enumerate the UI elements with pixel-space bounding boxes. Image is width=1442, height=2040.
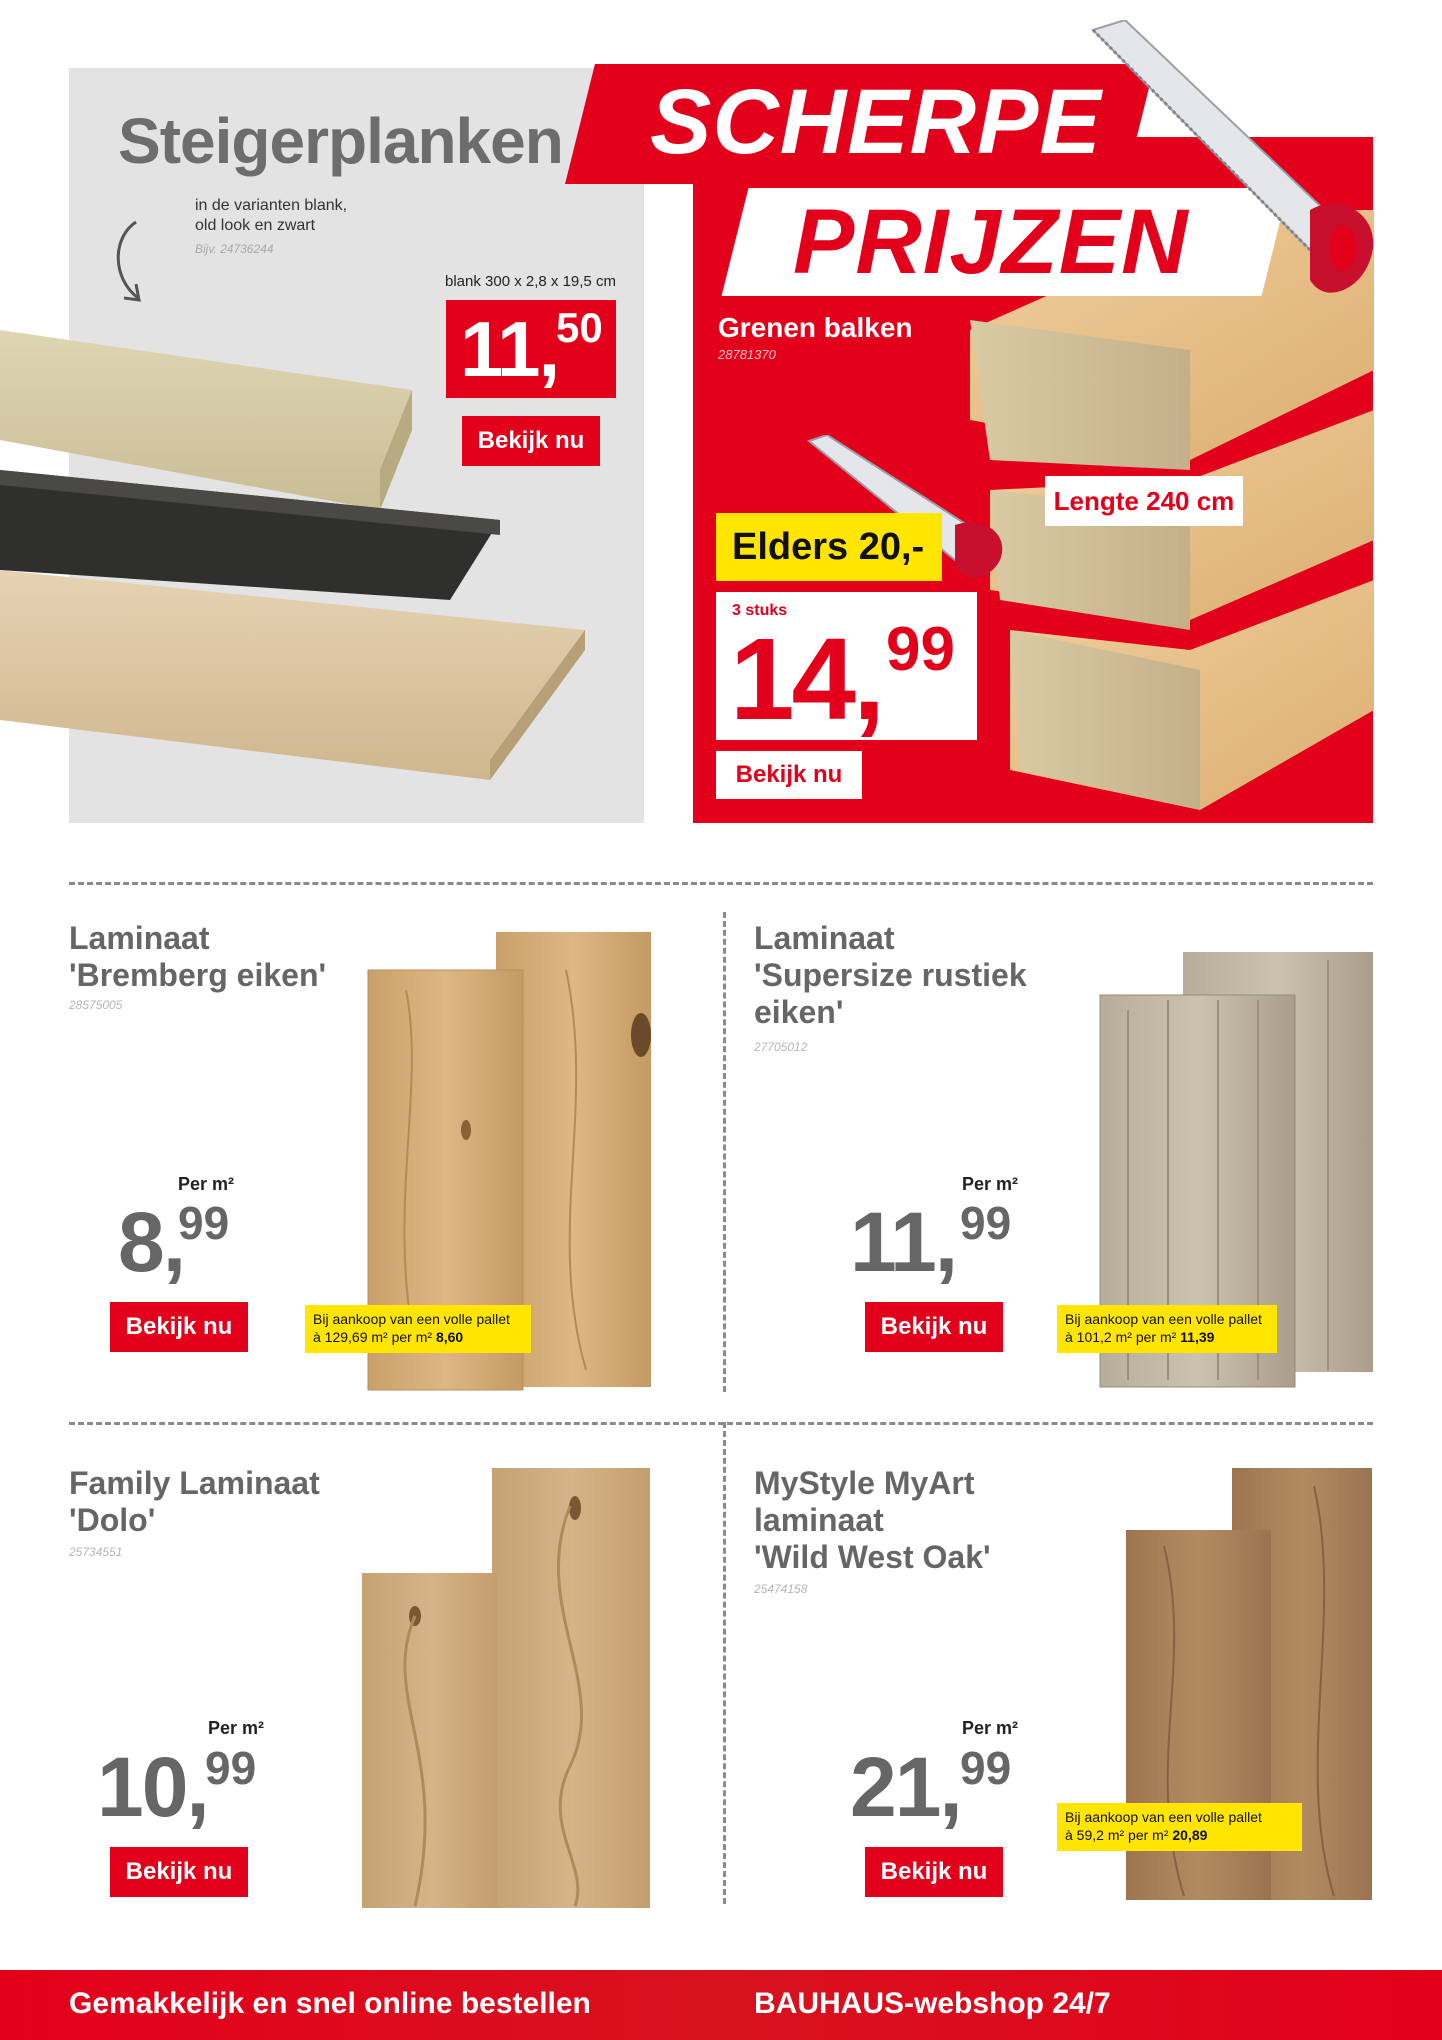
pallet-text: à 101,2 m² per m² — [1065, 1329, 1177, 1345]
variants-line-1: in de varianten blank, — [195, 197, 348, 214]
grenen-balken-price — [716, 592, 977, 744]
per-unit-label: Per m² — [178, 1174, 235, 1194]
pallet-line-2 — [1065, 1328, 1269, 1346]
per-unit-label: Per m² — [962, 1718, 1019, 1738]
price-main: 10, — [97, 1740, 208, 1834]
price-main: 11, — [850, 1195, 957, 1289]
price-main: 11, — [460, 305, 559, 393]
supersize-bekijk-button[interactable]: Bekijk nu — [865, 1302, 1003, 1352]
title-line-2: laminaat — [754, 1502, 884, 1538]
steigerplanken-dimensions: blank 300 x 2,8 x 19,5 cm — [445, 273, 616, 290]
product-sku: 25734551 — [69, 1545, 123, 1559]
pallet-price: 20,89 — [1172, 1827, 1208, 1843]
product-sku: 25474158 — [754, 1582, 808, 1596]
steigerplanken-title: Steigerplanken — [118, 105, 563, 177]
pallet-text: à 129,69 m² per m² — [313, 1329, 433, 1345]
steigerplanken-sku: Bijv. 24736244 — [195, 242, 274, 256]
pallet-text: à 59,2 m² per m² — [1065, 1827, 1169, 1843]
product-title — [69, 920, 326, 994]
curved-arrow-icon — [108, 218, 154, 308]
pallet-line-1: Bij aankoop van een volle pallet — [1065, 1809, 1262, 1825]
pallet-line-1: Bij aankoop van een volle pallet — [313, 1311, 510, 1327]
price-main: 14, — [730, 614, 883, 744]
pallet-line-2 — [1065, 1826, 1294, 1844]
price-cents: 99 — [178, 1197, 230, 1249]
steigerplanken-bekijk-button[interactable]: Bekijk nu — [462, 416, 600, 466]
bremberg-bekijk-button[interactable]: Bekijk nu — [110, 1302, 248, 1352]
divider-vertical-bottom — [723, 1422, 726, 1904]
title-line-1: Laminaat — [69, 920, 210, 956]
divider-top — [69, 882, 1373, 885]
title-line-1: Family Laminaat — [69, 1465, 320, 1501]
dolo-laminate-image — [360, 1466, 656, 1914]
wild-west-oak-bekijk-button[interactable]: Bekijk nu — [865, 1847, 1003, 1897]
per-unit-label: Per m² — [962, 1174, 1019, 1194]
price-cents: 99 — [960, 1197, 1012, 1249]
scherpe-text: SCHERPE — [650, 71, 1102, 173]
price-cents: 99 — [960, 1742, 1012, 1794]
pallet-offer — [1057, 1305, 1277, 1353]
prijzen-text: PRIJZEN — [793, 191, 1189, 293]
title-line-3: eiken' — [754, 994, 844, 1030]
title-line-2: 'Bremberg eiken' — [69, 957, 327, 993]
steigerplanken-price — [446, 300, 616, 398]
grenen-balken-title: Grenen balken — [718, 312, 913, 343]
pallet-offer — [1057, 1803, 1302, 1851]
price-main: 8, — [118, 1195, 185, 1289]
title-line-3: 'Wild West Oak' — [754, 1539, 991, 1575]
price-cents: 99 — [886, 615, 955, 684]
dolo-bekijk-button[interactable]: Bekijk nu — [110, 1847, 248, 1897]
divider-middle — [69, 1422, 1373, 1425]
title-line-1: Laminaat — [754, 920, 895, 956]
product-sku: 27705012 — [754, 1040, 808, 1054]
grenen-balken-sku: 28781370 — [718, 347, 776, 362]
quantity-label: 3 stuks — [732, 602, 788, 619]
price-cents: 99 — [205, 1742, 257, 1794]
title-line-2: 'Dolo' — [69, 1502, 156, 1538]
title-line-1: MyStyle MyArt — [754, 1465, 975, 1501]
product-title — [754, 920, 1027, 1031]
pallet-price: 8,60 — [435, 1329, 464, 1345]
price-main: 21, — [850, 1740, 961, 1834]
pallet-line-1: Bij aankoop van een volle pallet — [1065, 1311, 1262, 1327]
price-cents: 50 — [556, 304, 603, 351]
product-title — [69, 1465, 320, 1539]
footer-online-ordering-text: Gemakkelijk en snel online bestellen — [69, 1987, 591, 2020]
title-line-2: 'Supersize rustiek — [754, 957, 1027, 993]
steigerplanken-variants — [195, 196, 395, 236]
pallet-offer — [305, 1305, 531, 1353]
grenen-balken-bekijk-button[interactable]: Bekijk nu — [716, 751, 862, 799]
pallet-line-2 — [313, 1328, 523, 1346]
pallet-price: 11,39 — [1180, 1329, 1215, 1345]
footer-webshop-link[interactable]: BAUHAUS-webshop 24/7 — [754, 1987, 1111, 2020]
per-unit-label: Per m² — [208, 1718, 265, 1738]
elders-price-badge: Elders 20,- — [716, 513, 942, 581]
divider-vertical-top — [723, 912, 726, 1392]
variants-line-2: old look en zwart — [195, 217, 316, 234]
product-title — [754, 1465, 991, 1576]
length-badge: Lengte 240 cm — [1045, 476, 1243, 526]
saw-icon — [1085, 20, 1385, 310]
product-sku: 28575005 — [69, 998, 123, 1012]
